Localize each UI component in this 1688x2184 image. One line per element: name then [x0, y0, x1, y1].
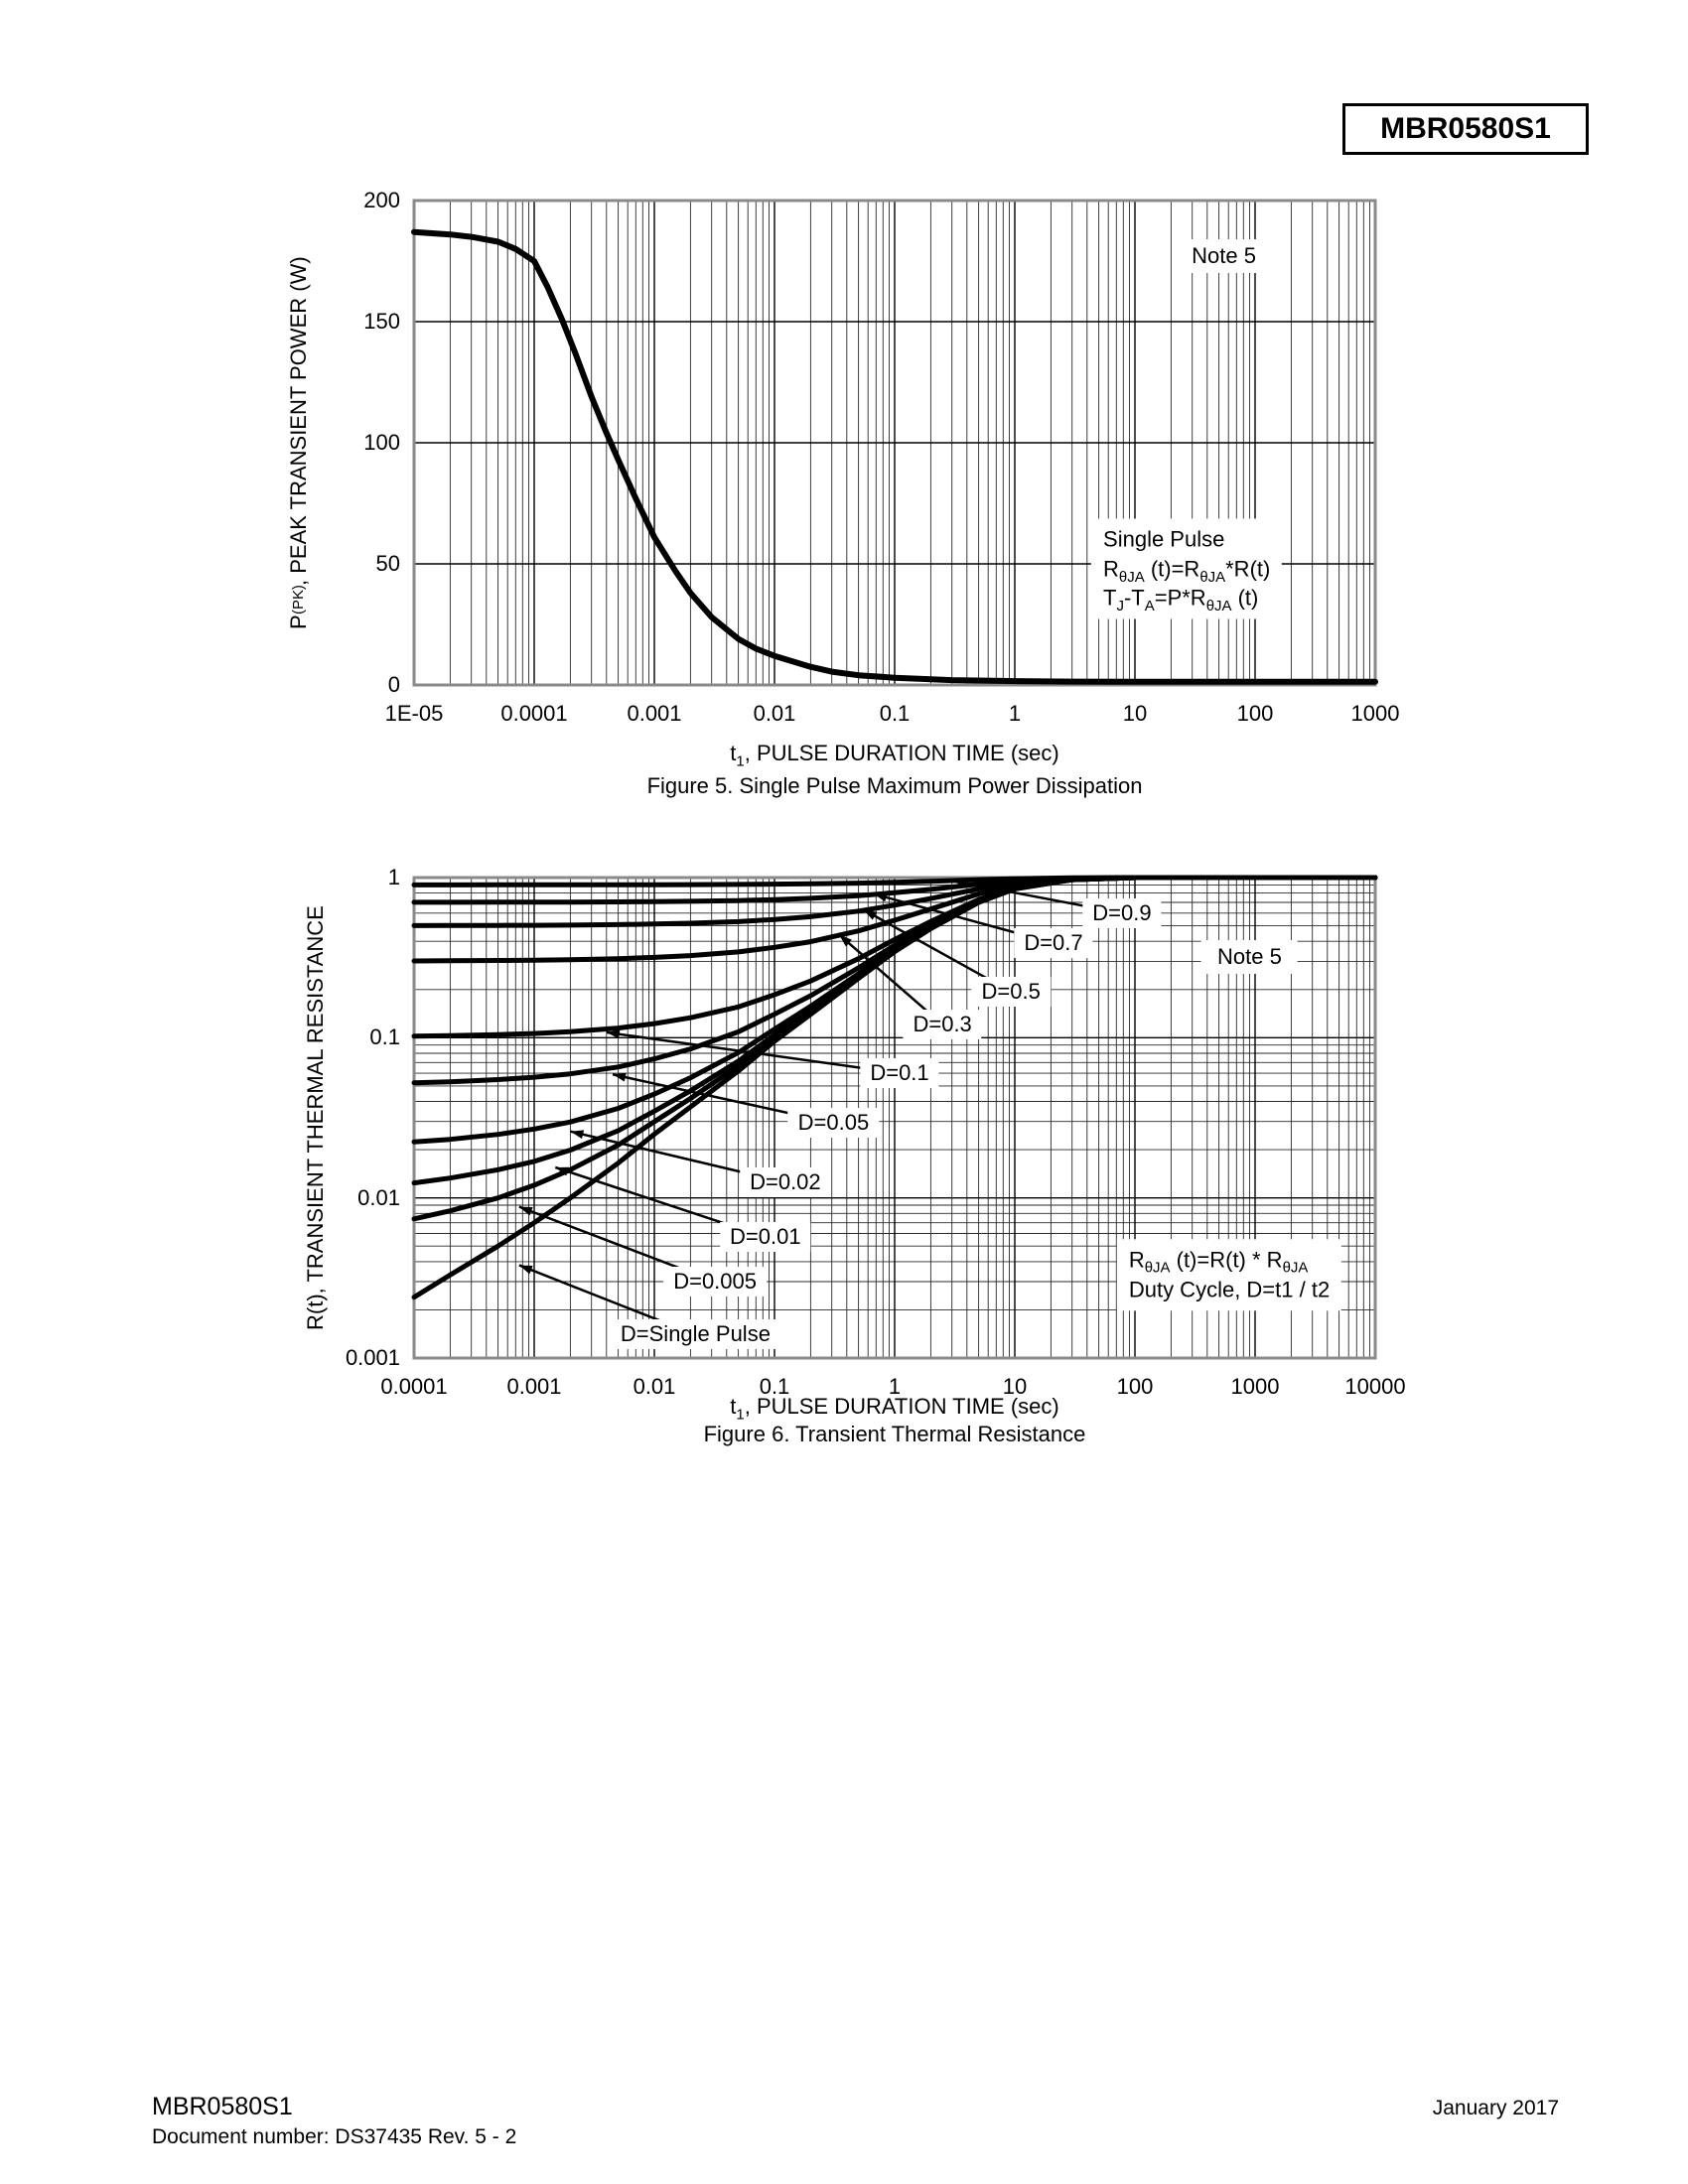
- y-tick-label: 0.01: [357, 1184, 400, 1210]
- fig5-x-axis-title: $t_1$, PULSE DURATION TIME (sec): [730, 741, 1059, 770]
- note-label: Note 5: [1201, 940, 1298, 974]
- arrowhead: [570, 1130, 584, 1139]
- part-number: MBR0580S1: [1380, 112, 1551, 145]
- x-tick-label: 1000: [1230, 1374, 1280, 1399]
- curve-label: D=0.1: [860, 1058, 938, 1088]
- fig6-y-axis-title: R(t), TRANSIENT THERMAL RESISTANCE: [303, 905, 328, 1330]
- arrowhead: [519, 1265, 533, 1274]
- x-tick-label: 0.0001: [380, 1374, 448, 1399]
- fig5-y-axis-title: P (PK) , PEAK TRANSIENT POWER (W): [286, 255, 311, 630]
- x-tick-label: 0.001: [506, 1374, 562, 1399]
- note-label: Note 5: [1176, 239, 1272, 273]
- x-tick-label: 10000: [1344, 1374, 1406, 1399]
- fig6-x-axis-title: $t_1$, PULSE DURATION TIME (sec): [730, 1394, 1059, 1424]
- x-tick-label: 100: [1116, 1374, 1154, 1399]
- fig5-plot-area: [363, 188, 1400, 726]
- curve-label: D=0.02: [740, 1167, 831, 1197]
- footer-document-number: Document number: DS37435 Rev. 5 - 2: [152, 2125, 517, 2148]
- x-tick-label: 0.001: [627, 701, 682, 726]
- curve-label: D=0.9: [1082, 898, 1161, 928]
- leader-line: [607, 1032, 900, 1073]
- info-box: $R_{\theta JA}$ $(t)=R(t) * R_{\theta JA}$ Duty Cycle, D=t1 / t2: [1117, 1240, 1341, 1310]
- x-tick-label: 100: [1236, 701, 1274, 726]
- arrowhead: [864, 909, 878, 919]
- info-box: Single Pulse $R_{\theta JA}$ $(t)=R_{\theta JA}*R(t)$ $T_J-T_A=P*R_{\theta JA}$ (t): [1091, 518, 1282, 618]
- x-tick-label: 10: [1002, 1374, 1028, 1399]
- x-tick-label: 1: [888, 1374, 902, 1399]
- x-tick-label: 0.1: [759, 1374, 790, 1399]
- curve-label: D=Single Pulse: [611, 1319, 780, 1349]
- x-tick-label: 1E-05: [384, 701, 444, 726]
- y-tick-label: 100: [363, 430, 400, 455]
- y-tick-label: 50: [375, 551, 400, 576]
- fig5-caption: Figure 5. Single Pulse Maximum Power Dissipation: [646, 773, 1143, 798]
- y-tick-label: 0.001: [345, 1345, 400, 1370]
- y-tick-label: 0.1: [369, 1024, 400, 1050]
- x-tick-label: 0.1: [879, 701, 911, 726]
- fig6-plot-area: [345, 865, 1406, 1399]
- x-tick-label: 0.01: [633, 1374, 676, 1399]
- y-tick-label: 0: [387, 672, 400, 697]
- y-tick-label: 200: [363, 188, 400, 212]
- x-tick-label: 0.0001: [500, 701, 568, 726]
- x-tick-label: 1000: [1350, 701, 1400, 726]
- curve-label: D=0.005: [663, 1267, 767, 1297]
- footer-date: January 2017: [1432, 2097, 1559, 2119]
- part-number-box: [1342, 103, 1589, 155]
- y-tick-label: 150: [363, 309, 400, 334]
- curve-label: D=0.01: [720, 1222, 811, 1252]
- arrowhead: [519, 1207, 533, 1216]
- x-tick-label: 1: [1008, 701, 1022, 726]
- fig6-caption: Figure 6. Transient Thermal Resistance: [703, 1422, 1086, 1446]
- curve-label: D=0.3: [903, 1010, 981, 1039]
- x-tick-label: 0.01: [753, 701, 796, 726]
- curve-label: D=0.5: [972, 977, 1051, 1007]
- footer-part-number: MBR0580S1: [152, 2093, 293, 2120]
- curve-label: D=0.05: [788, 1108, 880, 1138]
- y-tick-label: 1: [387, 865, 400, 889]
- curve-label: D=0.7: [1014, 928, 1092, 958]
- x-tick-label: 10: [1122, 701, 1148, 726]
